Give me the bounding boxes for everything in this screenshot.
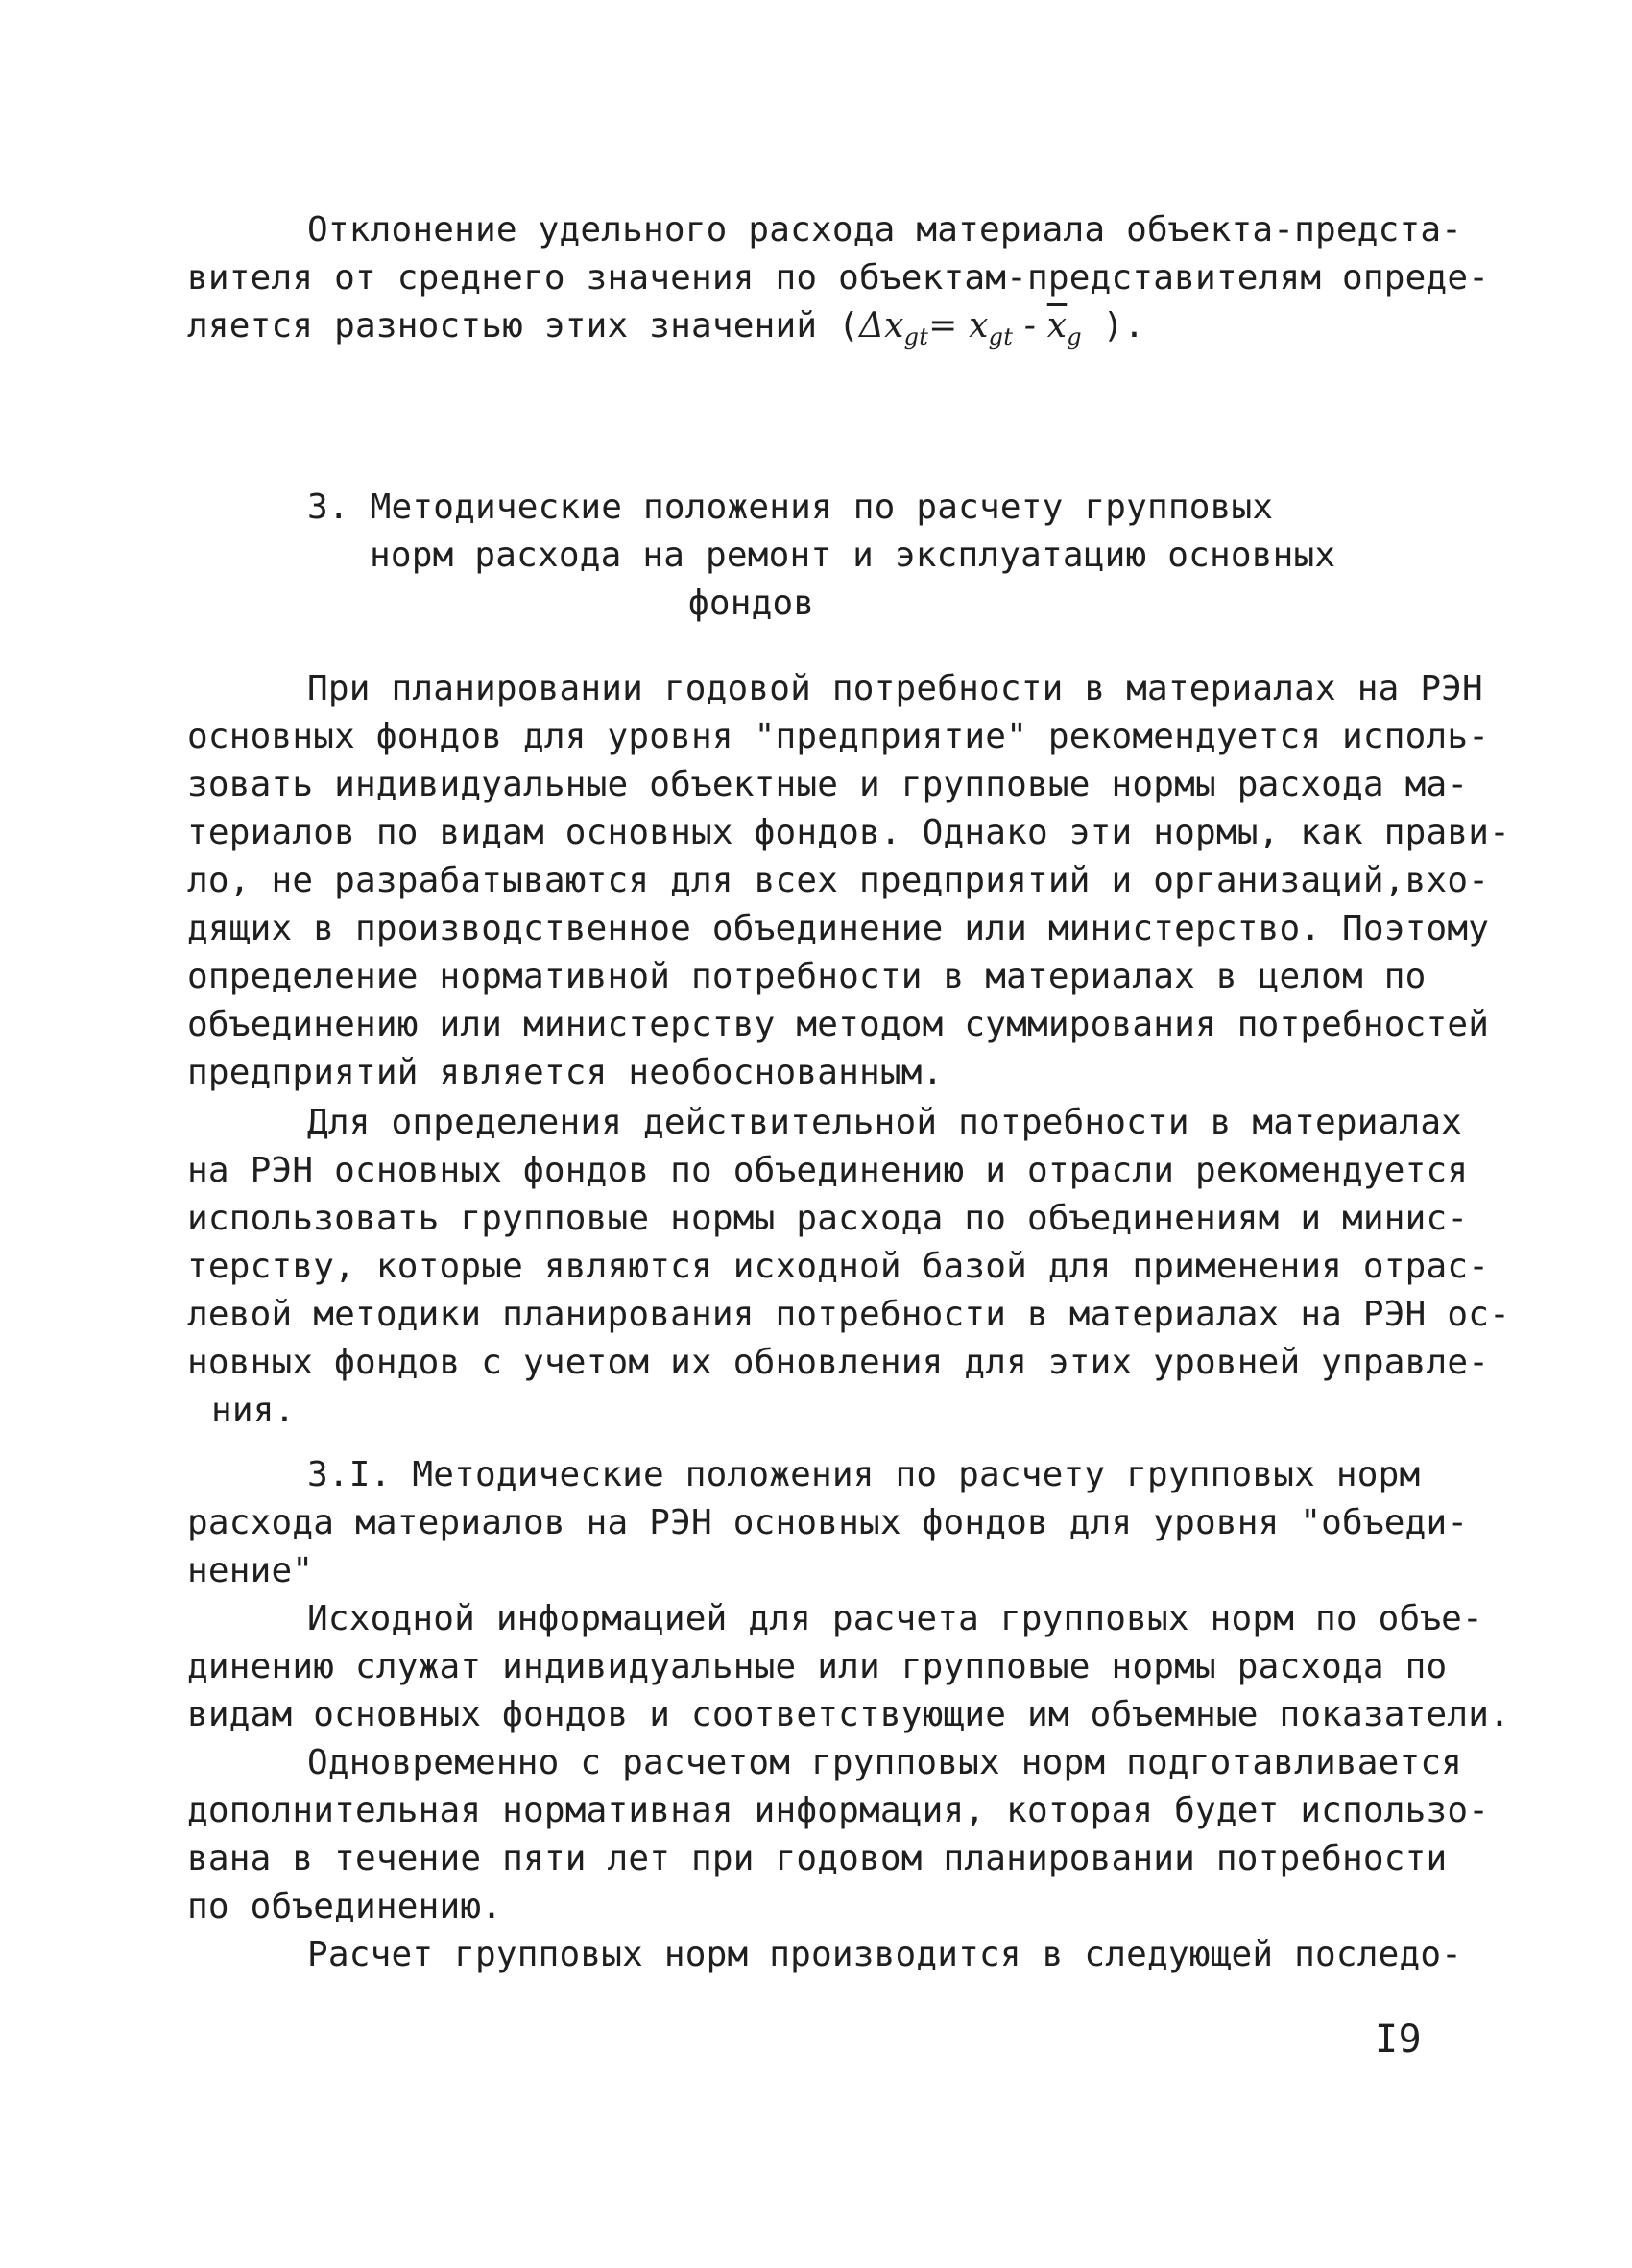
text-line: ло, не разрабатываются для всех предприятий и организаций,вхо- — [187, 861, 1490, 900]
text-line: Исходной информацией для расчета групповых норм по объе- — [307, 1599, 1483, 1638]
text-line: левой методики планирования потребности в материалах на РЭН ос- — [187, 1295, 1511, 1334]
paragraph-calculation — [187, 1931, 1463, 1979]
formula-x: x — [969, 306, 989, 346]
text-line: Расчет групповых норм производится в следующей последо- — [307, 1935, 1463, 1974]
text-line: вителя от среднего значения по объектам-представителям опреде- — [187, 258, 1490, 298]
text-line: При планировании годовой потребности в материалах на РЭН — [307, 669, 1483, 708]
formula-equals: = — [928, 306, 958, 346]
text-line: 3.I. Методические положения по расчету групповых норм — [307, 1455, 1421, 1494]
text-line: на РЭН основных фондов по объединению и отрасли рекомендуется — [187, 1151, 1469, 1190]
section-3-1-heading — [187, 1451, 1469, 1595]
page-number: I9 — [1375, 2017, 1423, 2062]
formula-x-sub: gt — [988, 323, 1014, 351]
text-line: вана в течение пяти лет при годовом планировании потребности — [187, 1839, 1448, 1878]
paragraph-source-info — [187, 1595, 1511, 1739]
text-line: динению служат индивидуальные или групповые нормы расхода по — [187, 1647, 1448, 1686]
formula-delta-sub: gt — [903, 323, 929, 351]
heading-line: 3. Методические положения по расчету групповых — [307, 488, 1274, 527]
text-line: объединению или министерству методом суммирования потребностей — [187, 1005, 1490, 1044]
text-line: териалов по видам основных фондов. Однако эти нормы, как прави- — [187, 813, 1511, 852]
paragraph-additional-info — [187, 1739, 1490, 1931]
formula-xbar-sub: g — [1067, 323, 1082, 351]
text-line: нение" — [187, 1551, 314, 1590]
paragraph-deviation — [187, 206, 1490, 351]
text-line: терству, которые являются исходной базой для применения отрас- — [187, 1247, 1490, 1286]
heading-line: норм расхода на ремонт и эксплуатацию основных — [370, 536, 1336, 575]
text-line: зовать индивидуальные объектные и групповые нормы расхода ма- — [187, 765, 1469, 804]
text-line: Одновременно с расчетом групповых норм подготавливается — [307, 1743, 1463, 1782]
text-line: основных фондов для уровня "предприятие" рекомендуется исполь- — [187, 717, 1490, 756]
text-line: определение нормативной потребности в материалах в целом по — [187, 957, 1427, 996]
text-line: предприятий является необоснованным. — [187, 1053, 944, 1092]
heading-line: фондов — [688, 584, 815, 623]
text-line: Отклонение удельного расхода материала объекта-предста- — [307, 210, 1463, 250]
text-fragment: ляется разностью этих значений ( — [187, 306, 859, 346]
text-line: по объединению. — [187, 1887, 503, 1926]
paragraph-planning — [187, 665, 1511, 1097]
text-fragment: ). — [1081, 306, 1145, 346]
formula-xbar: $\overline{x}$ — [1046, 306, 1068, 346]
text-line: использовать групповые нормы расхода по объединениям и минис- — [187, 1199, 1469, 1238]
text-line: Для определения действительной потребности в материалах — [307, 1103, 1463, 1142]
text-line: расхода материалов на РЭН основных фондов для уровня "объеди- — [187, 1503, 1469, 1542]
text-line: ния. — [211, 1391, 296, 1430]
text-line: новных фондов с учетом их обновления для этих уровней управле- — [187, 1343, 1490, 1382]
text-line: видам основных фондов и соответствующие им объемные показатели. — [187, 1695, 1511, 1734]
paragraph-actual-demand — [187, 1099, 1511, 1435]
formula-minus: - — [1023, 306, 1037, 346]
section-3-heading — [187, 484, 1445, 628]
text-line: дящих в производственное объединение или министерство. Поэтому — [187, 909, 1490, 948]
formula-delta: Δx — [858, 306, 904, 346]
text-line-with-formula — [187, 302, 1445, 350]
deviation-formula — [858, 306, 1082, 351]
text-line: дополнительная нормативная информация, которая будет использо- — [187, 1791, 1490, 1830]
